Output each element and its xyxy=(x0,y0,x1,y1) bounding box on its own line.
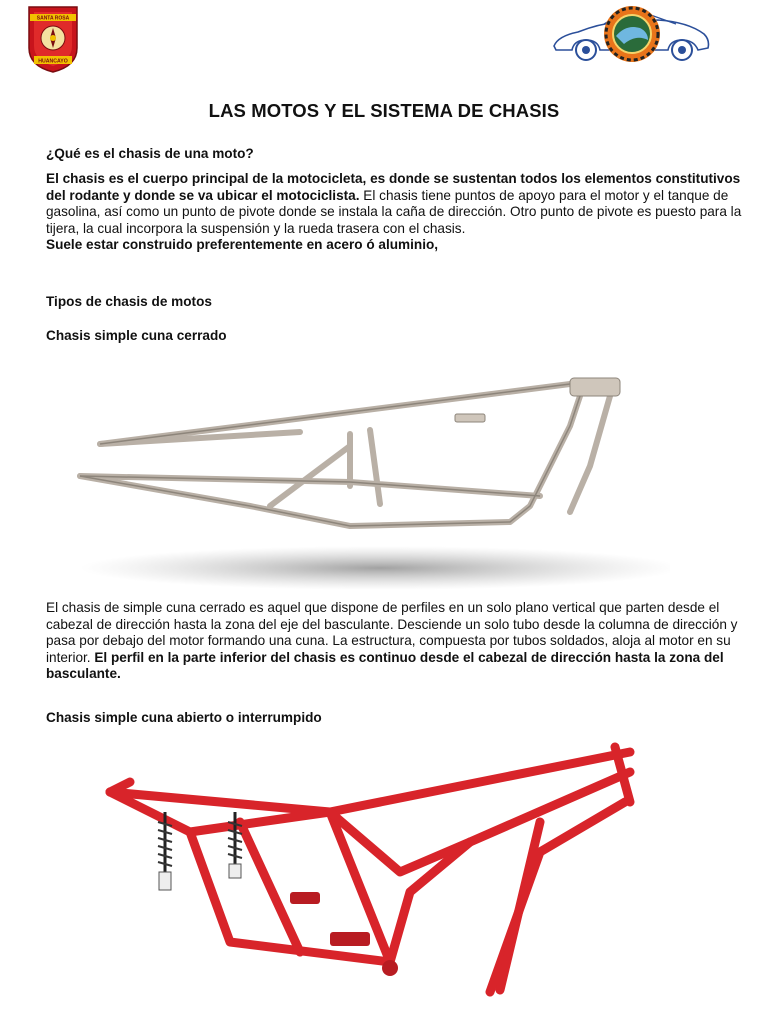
definition-paragraph xyxy=(46,171,746,254)
open-cradle-heading: Chasis simple cuna abierto o interrumpido xyxy=(46,710,322,725)
definition-bold-text: El chasis es el cuerpo principal de la motocicleta, es donde se sustentan todos los elementos constitutivos del rodante y donde se va ubicar el motociclista. xyxy=(46,171,741,203)
car-gear-logo-icon xyxy=(548,2,714,66)
school-crest-icon xyxy=(26,4,80,74)
question-heading: ¿Qué es el chasis de una moto? xyxy=(46,146,254,161)
crest-top-text: SANTA ROSA xyxy=(36,15,70,22)
closed-cradle-paragraph xyxy=(46,600,756,683)
page-title: LAS MOTOS Y EL SISTEMA DE CHASIS xyxy=(208,100,560,121)
definition-normal-text: El chasis tiene puntos de apoyo para el motor y el tanque de gasolina, así como un punto de pivote donde se instala la caña de dirección. Otro punto de pivote es puesto para la tijera, la cual incorpora la suspensión y la rueda trasera con el chasis. xyxy=(46,187,742,236)
material-text: Suele estar construido preferentemente en acero ó aluminio, xyxy=(46,237,439,252)
crest-bottom-text: HUANCAYO xyxy=(38,58,68,65)
closed-cradle-normal-text: El chasis de simple cuna cerrado es aquel que dispone de perfiles en un solo plano vertical que parten desde el cabezal de dirección hasta la zona del eje del basculante. Desciende un solo tubo desde la columna de dirección y pasa por debajo del motor formando una cuna. La estructura, compuesta por tubos soldados, aloja al motor en su interior. xyxy=(46,600,738,665)
closed-cradle-frame-image xyxy=(50,356,670,596)
types-heading: Tipos de chasis de motos xyxy=(46,294,212,309)
open-cradle-frame-image xyxy=(70,732,670,1024)
closed-cradle-heading: Chasis simple cuna cerrado xyxy=(46,328,227,343)
closed-cradle-bold-text: El perfil en la parte inferior del chasis es continuo desde el cabezal de dirección hasta la zona del basculante. xyxy=(46,649,724,681)
